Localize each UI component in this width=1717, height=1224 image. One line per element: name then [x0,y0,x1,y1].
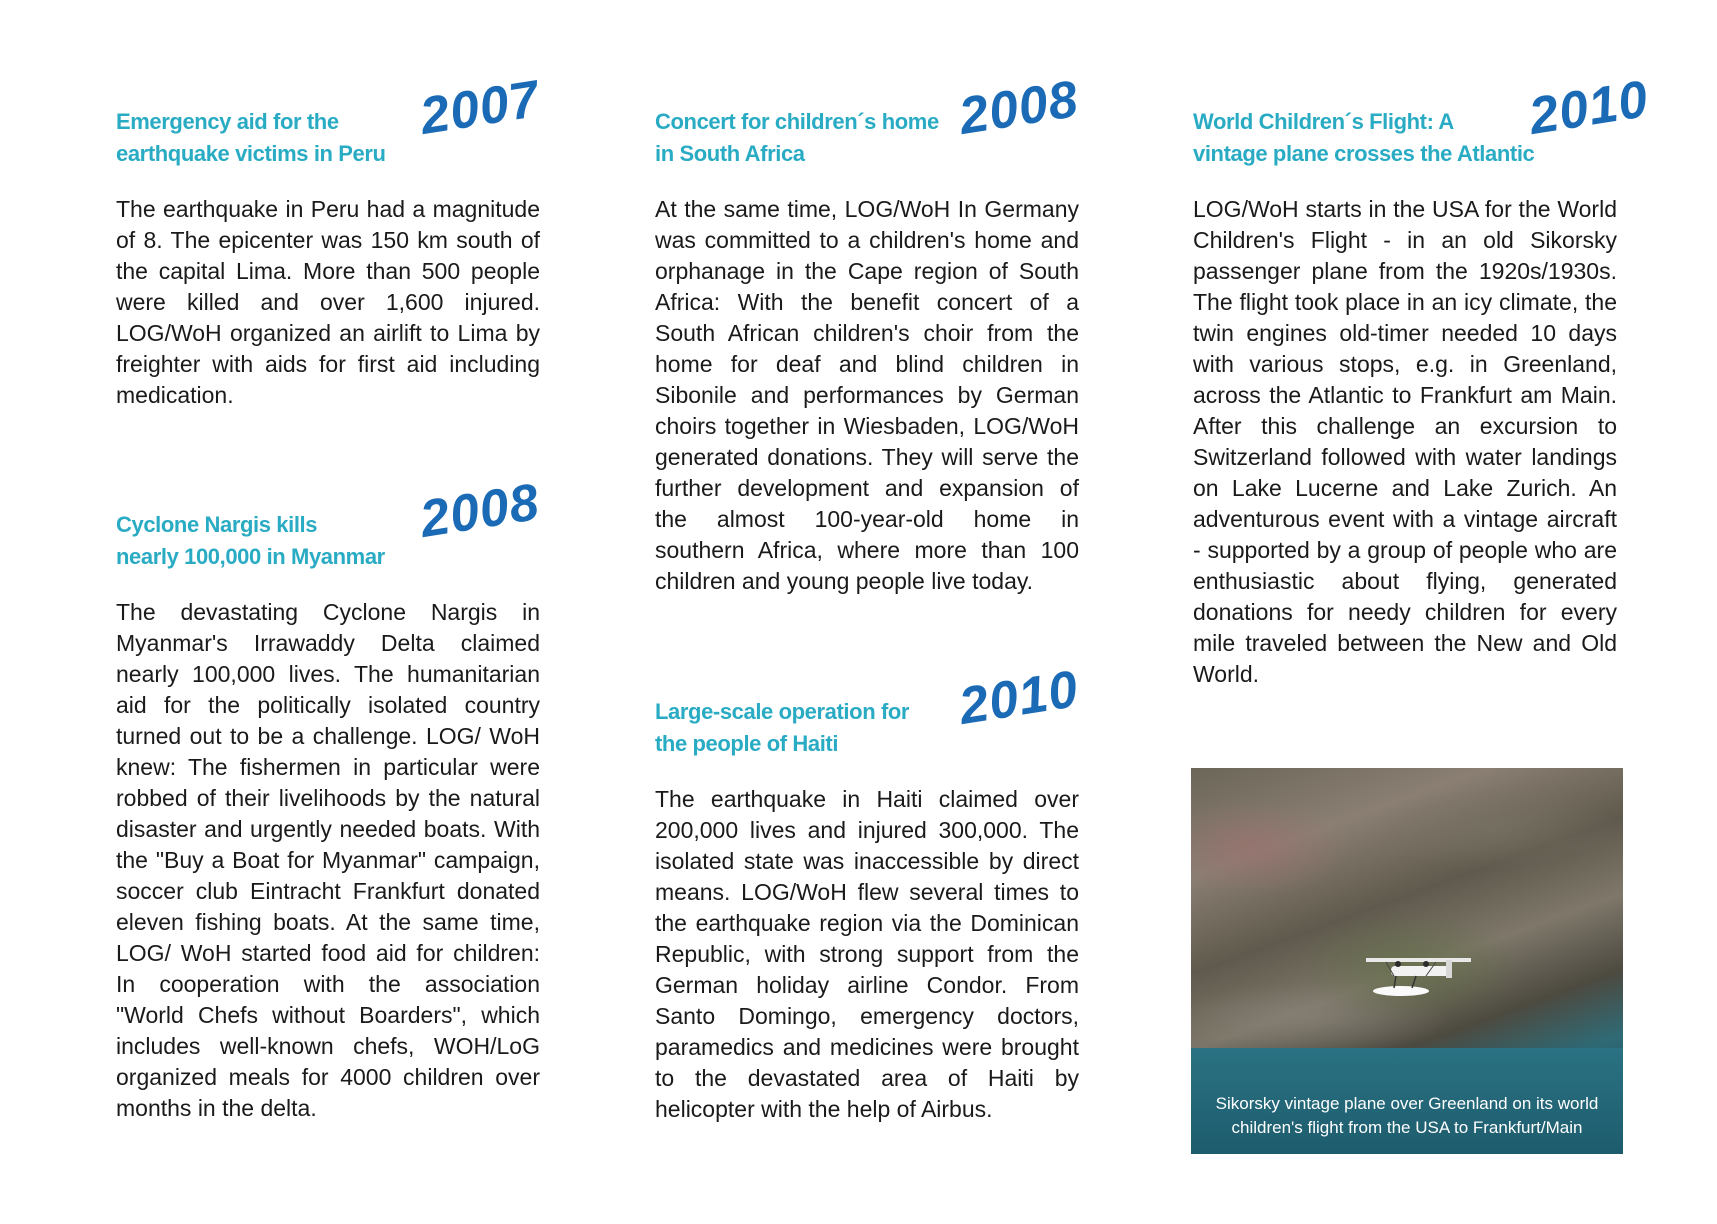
plane-icon [1346,948,1486,1008]
section-heading: Emergency aid for the earthquake victims in Peru [116,109,386,166]
section-body: At the same time, LOG/WoH In Germany was committed to a children's home and orphanage in the Cape region of South Africa: With the benefit concert of a South African children's choir from the home for deaf and blind children in Sibonile and performances by German choirs together in Wiesbaden, LOG/WoH generated donations. They will serve the further development and expansion of the almost 100-year-old home in southern Africa, where more than 100 children and young people live today. [655,196,1079,594]
photo-caption: Sikorsky vintage plane over Greenland on its world children's flight from the USA to Frankfurt/Main [1215,1094,1599,1137]
section-header [655,69,1083,178]
section-heading: Large-scale operation for the people of Haiti [655,699,910,756]
photo-rocks [1191,768,1623,1068]
section-body: The devastating Cyclone Nargis in Myanmar's Irrawaddy Delta claimed nearly 100,000 lives. The humanitarian aid for the politically isolated country turned out to be a challenge. LOG/ WoH knew: The fishermen in particular were robbed of their livelihoods by the natural disaster and urgently needed boats. With the "Buy a Boat for Myanmar" campaign, soccer club Eintracht Frankfurt donated eleven fishing boats. At the same time, LOG/ WoH started food aid for children: In cooperation with the association "World Chefs without Boarders", which includes well-known chefs, WOH/LoG organized meals for 4000 children over months in the delta. [116,599,540,1121]
section-peru-2007 [116,69,544,411]
section-body: LOG/WoH starts in the USA for the World Children's Flight - in an old Sikorsky passenger plane from the 1920s/1930s. The flight took place in an icy climate, the twin engines old-timer needed 10 days with various stops, e.g. in Greenland, across the Atlantic to Frankfurt am Main. After this challenge an excursion to Switzerland followed with water landings on Lake Lucerne and Lake Zurich. An adventurous event with a vintage aircraft - supported by a group of people who are enthusiastic about flying, generated donations for needy children for every mile traveled between the New and Old World. [1193,196,1617,687]
section-heading: World Children´s Flight: A vintage plane crosses the Atlantic [1193,109,1535,166]
section-header [116,472,544,581]
section-body: The earthquake in Haiti claimed over 200,000 lives and injured 300,000. The isolated state was inaccessible by direct means. LOG/WoH flew several times to the earthquake region via the Dominican Republic, with strong support from the German holiday airline Condor. From Santo Domingo, emergency doctors, paramedics and medicines were brought to the devastated area of Haiti by helicopter with the help of Airbus. [655,786,1079,1122]
section-myanmar-2008 [116,472,544,1124]
section-heading: Concert for children´s home in South Africa [655,109,939,166]
year-label: 2008 [955,69,1083,147]
section-header [116,69,544,178]
section-flight-2010 [1193,69,1653,690]
year-label: 2010 [955,659,1083,737]
section-header [1193,69,1653,178]
section-heading: Cyclone Nargis kills nearly 100,000 in Myanmar [116,512,385,569]
section-southafrica-2008 [655,69,1083,597]
section-haiti-2010 [655,659,1083,1125]
year-label: 2007 [416,69,544,147]
section-body: The earthquake in Peru had a magnitude of 8. The epicenter was 150 km south of the capital Lima. More than 500 people were killed and over 1,600 injured. LOG/WoH organized an airlift to Lima by freighter with aids for first aid including medication. [116,196,540,408]
section-header [655,659,1083,768]
sikorsky-photo [1191,768,1623,1154]
year-label: 2008 [416,472,544,550]
year-label: 2010 [1525,69,1653,147]
